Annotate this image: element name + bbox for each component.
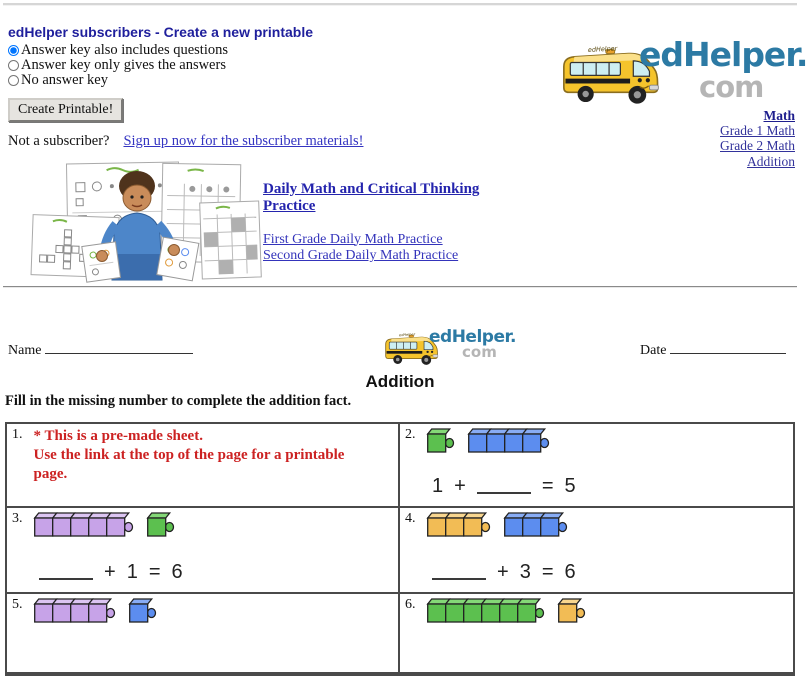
equation-token: +: [104, 561, 116, 583]
name-field: [8, 341, 193, 359]
cube-bar-green: [427, 428, 459, 453]
answer-key-option-row: [8, 73, 428, 88]
name-label: Name: [8, 343, 42, 358]
cube-bar-purple: [34, 512, 138, 537]
nav-link-grade1-math[interactable]: Grade 1 Math: [720, 123, 795, 139]
nav-link-addition[interactable]: Addition: [746, 153, 795, 169]
counting-cubes-row: [34, 597, 170, 623]
problem-number: 3.: [12, 511, 23, 526]
equation-token: 6: [564, 561, 576, 583]
premade-sheet-note: * This is a pre-made sheet. Use the link at the top of the page for a printable page.: [33, 428, 345, 483]
counting-cubes-row: [427, 597, 599, 623]
equation-token: +: [454, 475, 466, 497]
cube-bar-blue: [468, 428, 554, 453]
equation-token: =: [541, 561, 554, 583]
answer-key-option-label: No answer key: [21, 72, 108, 88]
cube-bar-blue: [129, 598, 161, 623]
equation-token: 6: [171, 561, 183, 583]
addition-equation: [432, 476, 788, 496]
equation-token: 1: [126, 561, 138, 583]
date-blank-line: [670, 341, 786, 354]
equation-token: +: [497, 561, 509, 583]
daily-math-practice-link[interactable]: Daily Math and Critical Thinking Practice: [263, 181, 480, 215]
problem-cell-5: [7, 594, 400, 674]
subscriber-panel: [8, 24, 428, 122]
nav-link-math[interactable]: Math: [763, 108, 795, 123]
answer-key-radio-answers-only[interactable]: [8, 60, 19, 71]
edhelper-wordmark: edHelper.: [639, 35, 807, 74]
not-subscriber-row: [8, 133, 363, 150]
edhelper-tld: com: [699, 70, 764, 104]
problem-number: 5.: [12, 597, 23, 612]
answer-key-option-row: [8, 43, 428, 58]
counting-cubes-row: [34, 511, 188, 537]
equation-token: 5: [564, 475, 576, 497]
equation-token: 1: [432, 475, 444, 497]
counting-cubes-row: [427, 511, 581, 537]
problem-number: 6.: [405, 597, 416, 612]
cube-bar-purple: [34, 598, 120, 623]
answer-key-radio-none[interactable]: [8, 75, 19, 86]
problem-number: 2.: [405, 427, 416, 442]
equation-token: =: [541, 475, 554, 497]
addition-equation: [39, 562, 393, 582]
practice-links: [263, 181, 511, 265]
second-grade-practice-link[interactable]: Second Grade Daily Math Practice: [263, 248, 459, 264]
create-printable-button[interactable]: Create Printable!: [8, 98, 123, 122]
problem-number: 4.: [405, 511, 416, 526]
signup-link[interactable]: Sign up now for the subscriber materials!: [123, 133, 364, 149]
problem-cell-4: [400, 508, 793, 594]
edhelper-tld: com: [462, 343, 497, 361]
cube-bar-blue: [504, 512, 572, 537]
problem-cell-3: [7, 508, 400, 594]
subscriber-heading: edHelper subscribers - Create a new printable: [8, 24, 313, 40]
cube-bar-green: [147, 512, 179, 537]
worksheet-title: Addition: [365, 372, 435, 391]
equation-token: =: [148, 561, 161, 583]
cube-bar-orange: [558, 598, 590, 623]
problems-table: [5, 422, 795, 676]
section-divider: [3, 286, 797, 288]
problem-number: 1.: [12, 427, 23, 442]
cube-bar-green: [427, 598, 549, 623]
equation-token: 3: [519, 561, 531, 583]
first-grade-practice-link[interactable]: First Grade Daily Math Practice: [263, 231, 443, 247]
problem-cell-1: [7, 424, 400, 508]
not-subscriber-text: Not a subscriber?: [8, 133, 110, 149]
name-blank-line: [45, 341, 193, 354]
addition-equation: [432, 562, 788, 582]
category-nav: [600, 108, 795, 169]
missing-number-blank: [477, 492, 531, 494]
student-worksheets-illustration: [12, 158, 262, 280]
counting-cubes-row: [427, 427, 563, 453]
cube-bar-orange: [427, 512, 495, 537]
missing-number-blank: [39, 578, 93, 580]
answer-key-option-label: Answer key also includes questions: [21, 42, 228, 58]
edhelper-logo-small: [383, 326, 518, 372]
date-label: Date: [640, 343, 667, 358]
answer-key-radio-includes-questions[interactable]: [8, 45, 19, 56]
missing-number-blank: [432, 578, 486, 580]
problem-cell-2: [400, 424, 793, 508]
edhelper-wordmark: edHelper.: [429, 327, 516, 347]
problem-cell-6: [400, 594, 793, 674]
date-field: [640, 341, 786, 359]
answer-key-option-row: [8, 58, 428, 73]
nav-link-grade2-math[interactable]: Grade 2 Math: [720, 138, 795, 154]
answer-key-option-label: Answer key only gives the answers: [21, 57, 226, 73]
worksheet-instruction: Fill in the missing number to complete the addition fact.: [5, 393, 352, 409]
top-divider: [3, 3, 797, 6]
